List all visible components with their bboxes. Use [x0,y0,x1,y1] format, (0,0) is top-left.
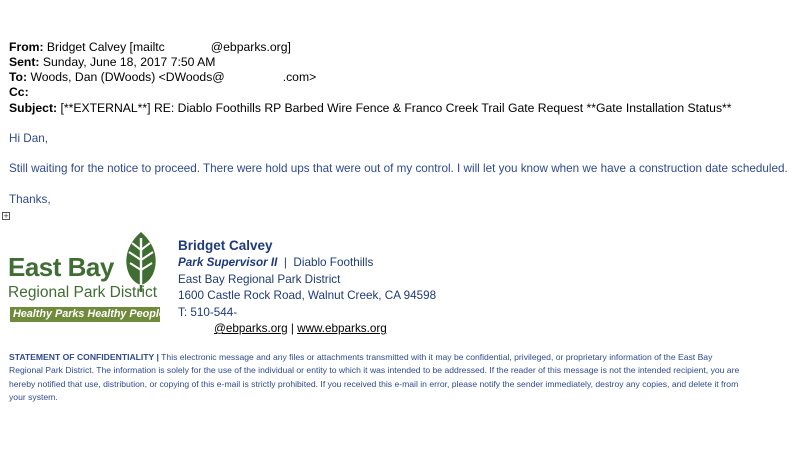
confidentiality-text: This electronic message and any files or attachments transmitted with it may be confidential, privileged, or proprietary information of the East Bay Regional Park District. The information is solely for the use of the individual or entity to which it was intended to be addressed. If the reader of this message is not the intended recipient, you are hereby notified that use, distribution, or copying of this e-mail is strictly prohibited. If you received this e-mail in error, please notify the sender immediately, destroy any copies, and delete it from your system. [9,352,740,403]
logo-tagline: Healthy Parks Healthy People [10,307,160,322]
sent-line [9,55,215,70]
signature-address: 1600 Castle Rock Road, Walnut Creek, CA 94598 [178,289,437,302]
title-separator: | [277,256,294,269]
website-link[interactable]: www.ebparks.org [297,322,387,335]
subject-label: Subject: [9,101,58,115]
confidentiality-statement [9,351,744,405]
signature-org: East Bay Regional Park District [178,273,341,286]
link-separator: | [287,322,298,335]
signature-links [178,322,387,335]
signature-name: Bridget Calvey [178,238,273,253]
to-value-domain: .com> [282,70,317,84]
confidentiality-heading: STATEMENT OF CONFIDENTIALITY | [9,352,159,362]
signature-title-line [178,256,373,269]
logo-line-1: East Bay [8,252,114,282]
table-move-handle-icon[interactable]: + [3,212,9,220]
signature-title: Park Supervisor II [178,256,278,269]
email-link[interactable]: @ebparks.org [214,322,288,335]
to-value: Woods, Dan (DWoods) <DWoods@ [30,70,225,84]
closing: Thanks, [9,193,51,206]
from-label: From: [9,40,44,54]
to-label: To: [9,70,28,84]
leaf-icon [121,230,161,292]
sent-label: Sent: [9,55,40,69]
greeting: Hi Dan, [9,132,48,145]
from-value: Bridget Calvey [mailtc [46,40,165,54]
ebparks-logo [8,230,168,326]
from-line [9,40,291,55]
cc-label: Cc: [9,85,29,99]
to-line [9,70,316,85]
subject-line [9,101,732,116]
subject-value: [**EXTERNAL**] RE: Diablo Foothills RP Barbed Wire Fence & Franco Creek Trail Gate Request **Gate Installation Status** [60,101,732,115]
logo-line-2: Regional Park District [8,284,158,301]
message-body: Still waiting for the notice to proceed. There were hold ups that were out of my control. I will let you know when we have a construction date scheduled. [9,162,788,175]
sent-value: Sunday, June 18, 2017 7:50 AM [42,55,216,69]
signature-unit: Diablo Foothills [293,256,374,269]
signature-phone: T: 510-544- [178,306,238,319]
from-value-domain: @ebparks.org] [210,40,291,54]
cc-line [9,85,29,100]
